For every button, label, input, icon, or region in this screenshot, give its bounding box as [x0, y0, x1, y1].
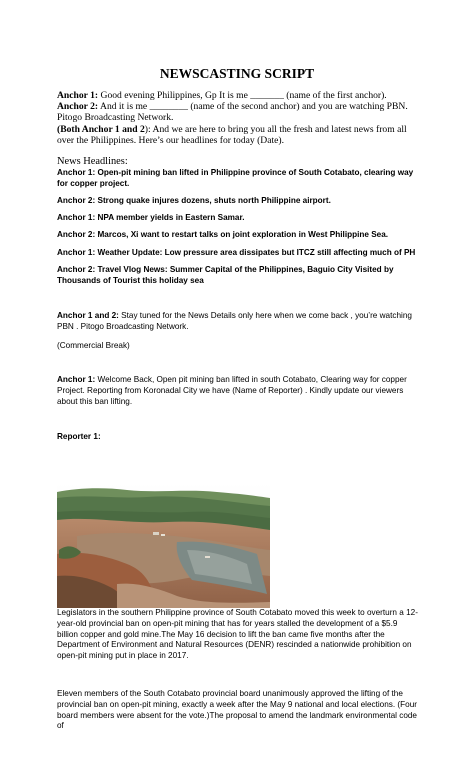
welcome-paragraph — [57, 375, 419, 407]
mining-site-photo — [57, 484, 270, 608]
intro-line-anchor-1 — [57, 90, 419, 101]
anchor-2-text: And it is me ________ (name of the second anchor) and you are watching PBN. Pitogo Broadcasting Network. — [57, 101, 408, 124]
anchor-2-label: Anchor 2: — [57, 101, 99, 113]
anchor-1-label: Anchor 1: — [57, 90, 99, 101]
both-anchors-text: ): And we are here to bring you all the fresh and latest news from all over the Philippines. Here’s our headlines for today (Date). — [57, 123, 407, 146]
reporter-label: Reporter 1: — [57, 432, 101, 441]
intro-section — [57, 90, 419, 146]
commercial-break: (Commercial Break) — [57, 341, 130, 350]
page-title: NEWSCASTING SCRIPT — [159, 66, 315, 81]
headline-item: Anchor 1: Weather Update: Low pressure area dissipates but ITCZ still affecting much of PH — [57, 248, 416, 257]
body-paragraph: Legislators in the southern Philippine province of South Cotabato moved this week to overturn a 12-year-old provincial ban on open-pit mining that has for years stalled the development of a $5.9 billion copper and gold mine.The May 16 decision to lift the ban came five months after the Department of Environment and Natural Resources (DENR) rescinded a nationwide prohibition on open-pit mining put in place in 2017. — [57, 608, 418, 661]
welcome-text: Welcome Back, Open pit mining ban lifted in south Cotabato, Clearing way for copper Project. Reporting from Koronadal City we have (Name of Reporter) . Kindly update our viewers about this ban lifting. — [57, 375, 407, 406]
welcome-label: Anchor 1: — [57, 375, 96, 384]
intro-line-anchor-2 — [57, 101, 419, 123]
headline-item: Anchor 2: Travel Vlog News: Summer Capital of the Philippines, Baguio City Visited by Thousands of Tourist this holiday sea — [57, 265, 394, 285]
stay-tuned-text: Stay tuned for the News Details only here when we come back , you’re watching PBN . Pitogo Broadcasting Network. — [57, 311, 412, 331]
headlines-heading: News Headlines: — [57, 156, 128, 167]
headline-item: Anchor 2: Strong quake injures dozens, shuts north Philippine airport. — [57, 196, 331, 205]
headline-item: Anchor 1: NPA member yields in Eastern Samar. — [57, 213, 245, 222]
anchor-1-text: Good evening Philippines, Gp It is me _______ (name of the first anchor). — [98, 90, 387, 101]
body-paragraph: Eleven members of the South Cotabato provincial board unanimously approved the lifting of the provincial ban on open-pit mining, exactly a week after the May 9 national and local elections. (Four board members were absent for the vote.)The proposal to amend the landmark environmental code of — [57, 689, 417, 731]
headline-item: Anchor 2: Marcos, Xi want to restart talks on joint exploration in West Philippine Sea. — [57, 230, 389, 239]
stay-tuned-paragraph — [57, 311, 419, 333]
intro-line-both — [57, 124, 419, 146]
headline-item: Anchor 1: Open-pit mining ban lifted in Philippine province of South Cotabato, clearing way for copper project. — [57, 168, 414, 188]
both-anchors-label: (Both Anchor 1 and 2 — [57, 123, 145, 135]
stay-tuned-label: Anchor 1 and 2: — [57, 311, 119, 320]
